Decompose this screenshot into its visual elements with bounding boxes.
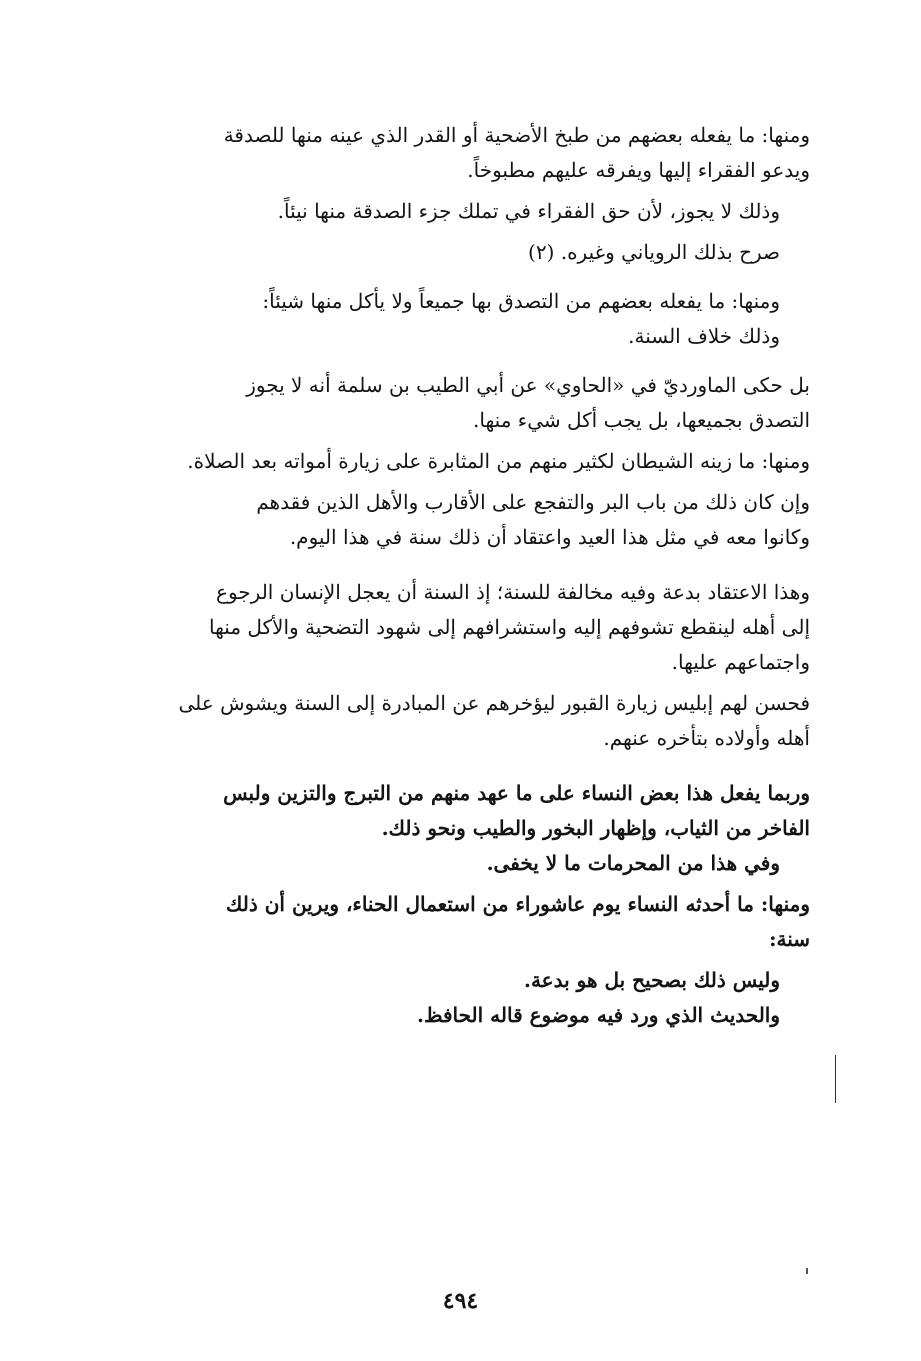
paragraph	[100, 575, 810, 680]
text-line: ومنها: ما أحدثه النساء يوم عاشوراء من استعمال الحناء، ويرين أن ذلك	[225, 892, 810, 916]
text-line: والحديث الذي ورد فيه موضوع قاله الحافظ.	[417, 1003, 780, 1027]
text-line: إلى أهله لينقطع تشوفهم إليه واستشرافهم إلى شهود التضحية والأكل منها	[208, 615, 810, 639]
text-line: سنة:	[769, 927, 810, 951]
text-line: ومنها: ما زينه الشيطان لكثير منهم من المثابرة على زيارة أمواته بعد الصلاة.	[187, 449, 810, 473]
paragraph	[100, 194, 810, 229]
text-line: ومنها: ما يفعله بعضهم من طبخ الأضحية أو القدر الذي عينه منها للصدقة	[223, 123, 810, 147]
page-number: ٤٩٤	[442, 1288, 479, 1314]
text-line: وهذا الاعتقاد بدعة وفيه مخالفة للسنة؛ إذ السنة أن يعجل الإنسان الرجوع	[216, 580, 810, 604]
paragraph	[100, 963, 810, 998]
paragraph	[100, 846, 810, 881]
text-line: ومنها: ما يفعله بعضهم من التصدق بها جميعاً ولا يأكل منها شيئاً:	[262, 289, 780, 313]
text-line: وليس ذلك بصحيح بل هو بدعة.	[524, 968, 780, 992]
paragraph	[100, 686, 810, 756]
paragraph	[100, 284, 810, 354]
text-line: وكانوا معه في مثل هذا العيد واعتقاد أن ذلك سنة في هذا اليوم.	[289, 525, 810, 549]
text-line: ويدعو الفقراء إليها ويفرقه عليهم مطبوخاً.	[467, 158, 810, 182]
paragraph	[100, 368, 810, 438]
paragraph	[100, 235, 810, 270]
paragraph	[100, 776, 810, 846]
text-line: أهله وأولاده بتأخره عنهم.	[603, 726, 810, 750]
paragraph	[100, 887, 810, 957]
text-line: الفاخر من الثياب، وإظهار البخور والطيب ونحو ذلك.	[381, 816, 810, 840]
text-line: وفي هذا من المحرمات ما لا يخفى.	[486, 851, 780, 875]
text-line: فحسن لهم إبليس زيارة القبور ليؤخرهم عن المبادرة إلى السنة ويشوش على	[178, 691, 810, 715]
text-line: وإن كان ذلك من باب البر والتفجع على الأقارب والأهل الذين فقدهم	[256, 490, 810, 514]
body-text	[100, 118, 810, 1033]
text-line: صرح بذلك الروياني وغيره. (٢)	[528, 240, 780, 264]
text-line: التصدق بجميعها، بل يجب أكل شيء منها.	[473, 408, 810, 432]
text-line: واجتماعهم عليها.	[671, 650, 810, 674]
margin-mark	[835, 1055, 836, 1103]
text-line: وذلك خلاف السنة.	[628, 324, 780, 348]
paragraph	[100, 485, 810, 555]
paragraph	[100, 444, 810, 479]
margin-dot	[806, 1268, 808, 1274]
paragraph	[100, 118, 810, 188]
text-line: وذلك لا يجوز، لأن حق الفقراء في تملك جزء الصدقة منها نيئاً.	[277, 199, 780, 223]
paragraph	[100, 998, 810, 1033]
text-line: وربما يفعل هذا بعض النساء على ما عهد منهم من التبرج والتزين ولبس	[223, 781, 810, 805]
text-line: بل حكى الماورديّ في «الحاوي» عن أبي الطيب بن سلمة أنه لا يجوز	[246, 373, 810, 397]
